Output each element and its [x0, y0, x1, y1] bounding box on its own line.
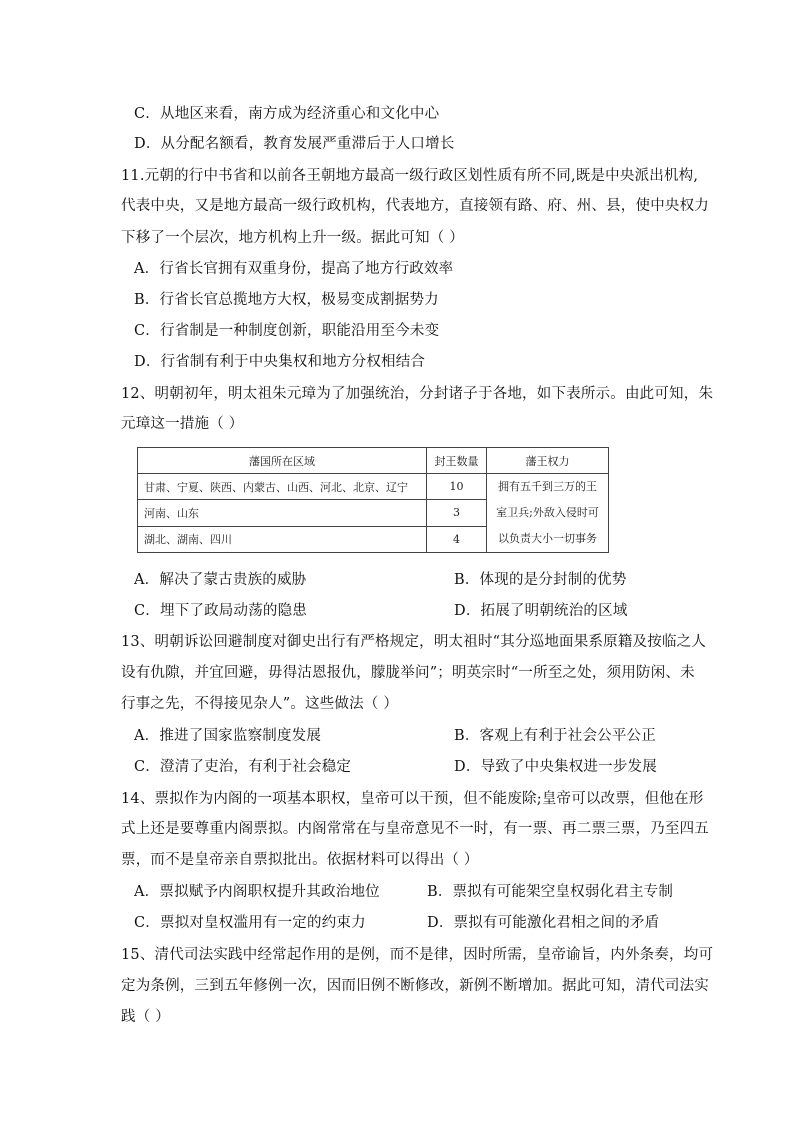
- q11-option-a: A．行省长官拥有双重身份，提高了地方行政效率: [134, 261, 454, 277]
- q15-stem-line-2: 定为条例，三到五年修例一次，因而旧例不断修改，新例不断增加。据此可知，清代司法实: [121, 978, 709, 994]
- q14-option-d: D．票拟有可能激化君相之间的矛盾: [427, 915, 660, 931]
- table-cell-region: 湖北、湖南、四川: [138, 526, 427, 552]
- q14-stem-line-2: 式上还是要尊重内阁票拟。内阁常常在与皇帝意见不一时，有一票、再二票三票，乃至四五: [121, 821, 709, 837]
- q12-stem-line-2: 元璋这一措施（ ）: [121, 416, 244, 432]
- q14-stem-line-3: 票，而不是皇帝亲自票拟批出。依据材料可以得出（ ）: [121, 852, 479, 868]
- table-row: [138, 474, 609, 500]
- table-cell-count: 10: [427, 474, 487, 500]
- q12-option-c: C．埋下了政局动荡的隐患: [134, 603, 307, 619]
- q10-option-c: C．从地区来看，南方成为经济重心和文化中心: [134, 106, 440, 122]
- q14-option-a: A．票拟赋予内阁职权提升其政治地位: [134, 884, 380, 900]
- table-cell-power: 拥有五千到三万的王室卫兵;外敌入侵时可以负责大小一切事务: [487, 474, 609, 553]
- q13-option-b: B．客观上有利于社会公平公正: [454, 728, 656, 744]
- table-cell-count: 4: [427, 526, 487, 552]
- fiefdom-table: [137, 447, 609, 553]
- q10-option-d: D．从分配名额看，教育发展严重滞后于人口增长: [134, 136, 455, 152]
- table-header-power: 藩王权力: [487, 448, 609, 474]
- q13-option-d: D．导致了中央集权进一步发展: [454, 759, 657, 775]
- table-header-row: [138, 448, 609, 474]
- q12-option-d: D．拓展了明朝统治的区域: [454, 603, 628, 619]
- q11-option-d: D．行省制有利于中央集权和地方分权相结合: [134, 354, 426, 370]
- q14-stem-line-1: 14、票拟作为内阁的一项基本职权，皇帝可以干预，但不能废除;皇帝可以改票，但他在形: [121, 791, 704, 807]
- q11-stem-line-3: 下移了一个层次，地方机构上升一级。据此可知（ ）: [121, 230, 464, 246]
- q12-option-a: A．解决了蒙古贵族的威胁: [134, 572, 307, 588]
- table-header-region: 藩国所在区域: [138, 448, 427, 474]
- q15-stem-line-1: 15、清代司法实践中经常起作用的是例，而不是律，因时所需，皇帝谕旨，内外条奏，均可: [121, 947, 714, 963]
- q13-stem-line-1: 13、明朝诉讼回避制度对御史出行有严格规定，明太祖时“其分巡地面果系原籍及按临之人: [121, 634, 707, 650]
- q15-stem-line-3: 践（ ）: [121, 1009, 170, 1025]
- q12-stem-line-1: 12、明朝初年，明太祖朱元璋为了加强统治，分封诸子于各地，如下表所示。由此可知，朱: [121, 386, 714, 402]
- q13-option-a: A．推进了国家监察制度发展: [134, 728, 322, 744]
- q12-option-b: B．体现的是分封制的优势: [454, 572, 627, 588]
- q11-stem-line-2: 代表中央，又是地方最高一级行政机构，代表地方，直接领有路、府、州、县，使中央权力: [121, 198, 709, 214]
- q11-stem-line-1: 11.元朝的行中书省和以前各王朝地方最高一级行政区划性质有所不同,既是中央派出机构,: [121, 168, 699, 184]
- q13-stem-line-3: 行事之先，不得接见杂人”。这些做法（ ）: [121, 696, 399, 712]
- q13-stem-line-2: 设有仇隙，并宜回避，毋得沽恩报仇，朦胧举问”；明英宗时“一所至之处，须用防闲、未: [121, 665, 695, 681]
- q13-option-c: C．澄清了吏治，有利于社会稳定: [134, 759, 352, 775]
- table-cell-region: 甘肃、宁夏、陕西、内蒙古、山西、河北、北京、辽宁: [138, 474, 427, 500]
- q11-option-b: B．行省长官总揽地方大权，极易变成割据势力: [134, 292, 439, 308]
- q14-option-b: B．票拟有可能架空皇权弱化君主专制: [427, 884, 674, 900]
- q14-option-c: C．票拟对皇权滥用有一定的约束力: [134, 915, 366, 931]
- q11-option-c: C．行省制是一种制度创新，职能沿用至今未变: [134, 323, 440, 339]
- table-cell-region: 河南、山东: [138, 500, 427, 526]
- table-cell-count: 3: [427, 500, 487, 526]
- table-header-count: 封王数量: [427, 448, 487, 474]
